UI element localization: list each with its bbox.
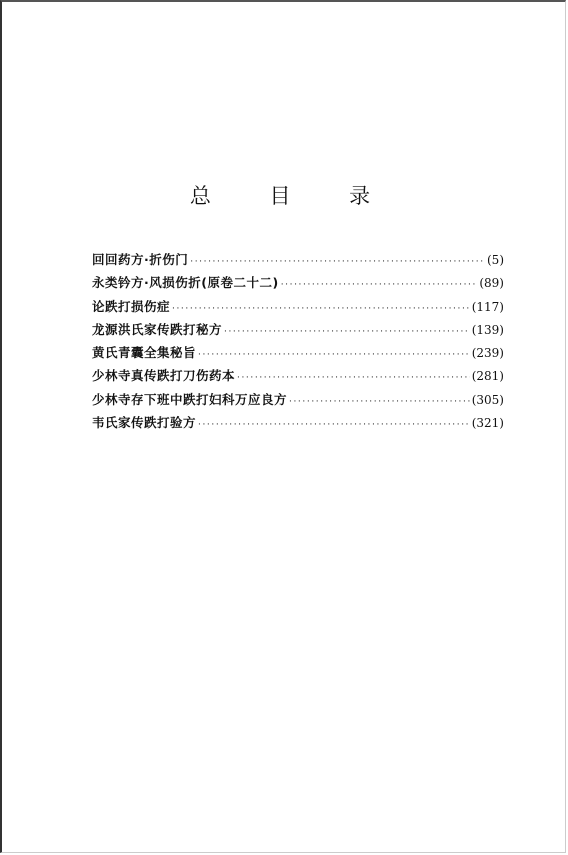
toc-entry <box>92 413 504 436</box>
toc-entry-page: (239) <box>471 346 504 361</box>
toc-leader-dots <box>198 350 470 360</box>
toc-entry-page: (89) <box>479 276 504 291</box>
toc-leader-dots <box>281 280 478 290</box>
toc-leader-dots <box>237 373 470 383</box>
toc-entry-title: 论跌打损伤症 <box>92 298 171 314</box>
toc-entry-page: (321) <box>471 416 504 431</box>
toc-entry <box>92 273 504 296</box>
toc-entry-title: 黄氏青囊全集秘旨 <box>92 345 197 361</box>
toc-leader-dots <box>198 420 470 430</box>
toc-entry-page: (5) <box>487 253 504 267</box>
toc-entry-title: 龙源洪氏家传跌打秘方 <box>92 321 223 337</box>
toc-entry <box>92 343 504 366</box>
toc-entry-title: 韦氏家传跌打验方 <box>92 415 197 431</box>
toc-entry-page: (281) <box>471 369 504 384</box>
toc-entry-title: 回回药方·折伤门 <box>92 252 189 267</box>
toc-entry <box>92 297 504 320</box>
toc-leader-dots <box>289 397 470 407</box>
toc-leader-dots <box>172 304 470 314</box>
page-title: 总 目 录 <box>189 184 397 208</box>
toc-entry-title: 少林寺真传跌打刀伤药本 <box>92 368 236 384</box>
toc-entry-page: (139) <box>471 322 504 337</box>
toc-entry-page: (117) <box>471 299 504 314</box>
toc-entry <box>92 390 504 413</box>
toc-entry <box>92 250 504 273</box>
toc-entry <box>92 320 504 343</box>
table-of-contents <box>92 250 504 436</box>
toc-leader-dots <box>224 327 470 337</box>
toc-entry-page: (305) <box>471 392 504 407</box>
toc-entry-title: 少林寺存下班中跌打妇科万应良方 <box>92 391 288 407</box>
toc-leader-dots <box>190 257 485 267</box>
toc-entry-title: 永类钤方·风损伤折(原卷二十二) <box>92 275 279 291</box>
toc-entry <box>92 366 504 389</box>
